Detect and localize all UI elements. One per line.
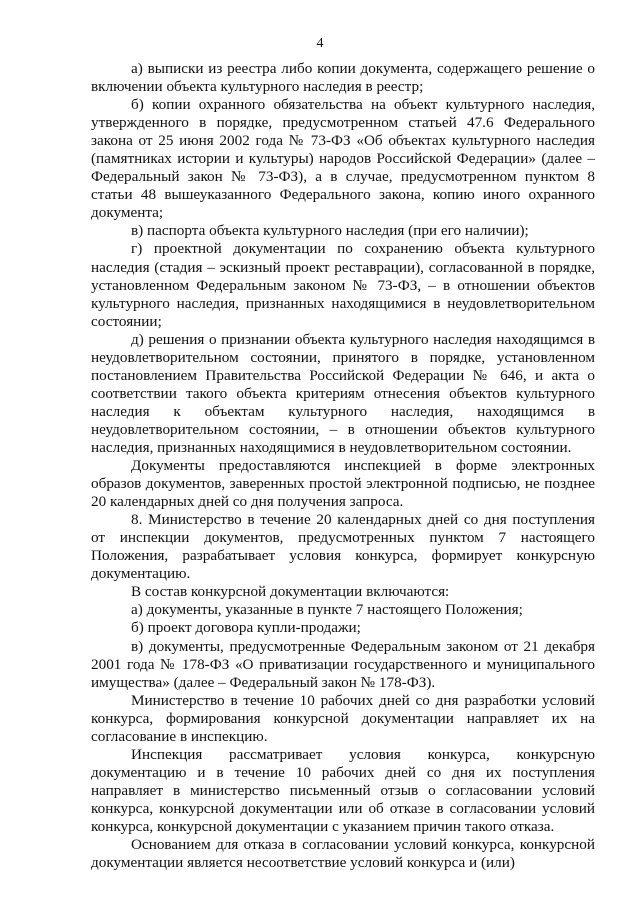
paragraph-protection-obligation: б) копии охранного обязательства на объект культурного наследия, утвержденного в порядке, предусмотренном статьей 47.6 Федерального закона от 25 июня 2002 года № 73-ФЗ «Об объектах культурного наследия (памятниках истории и культуры) народов Российской Федерации» (далее – Федеральный закон № 73-ФЗ), а в случае, предусмотренном пунктом 8 статьи 48 вышеуказанного Федерального закона, копию иного охранного документа;: [91, 96, 595, 222]
paragraph-item-8: 8. Министерство в течение 20 календарных дней со дня поступления от инспекции документов, предусмотренных пунктом 7 настоящего Положения, разрабатывает условия конкурса, формирует конкурсную документацию.: [91, 511, 595, 583]
paragraph-refusal-grounds: Основанием для отказа в согласовании условий конкурса, конкурсной документации является несоответствие условий конкурса и (или): [91, 836, 595, 872]
paragraph-law-178: в) документы, предусмотренные Федеральным законом от 21 декабря 2001 года № 178-ФЗ «О приватизации государственного и муниципального имущества» (далее – Федеральный закон № 178-ФЗ).: [91, 637, 595, 691]
paragraph-ministry-approval: Министерство в течение 10 рабочих дней со дня разработки условий конкурса, формирования конкурсной документации направляет их на согласование в инспекцию.: [91, 691, 595, 745]
paragraph-project-documentation: г) проектной документации по сохранению объекта культурного наследия (стадия – эскизный проект реставрации), согласованной в порядке, установленном Федеральным законом № 73-ФЗ, – в отношении объектов культурного наследия, признанных находящимися в неудовлетворительном состоянии;: [91, 240, 595, 330]
paragraph-electronic-documents: Документы предоставляются инспекцией в форме электронных образов документов, заверенных простой электронной подписью, не позднее 20 календарных дней со дня получения запроса.: [91, 457, 595, 511]
paragraph-extract-from-register: а) выписки из реестра либо копии документа, содержащего решение о включении объекта культурного наследия в реестр;: [91, 60, 595, 96]
paragraph-draft-contract: б) проект договора купли-продажи;: [131, 619, 361, 637]
page-number: 4: [316, 36, 324, 51]
paragraph-documents-item-7: а) документы, указанные в пункте 7 настоящего Положения;: [131, 601, 523, 619]
paragraph-documentation-composition: В состав конкурсной документации включаются:: [131, 583, 450, 601]
paragraph-inspection-review: Инспекция рассматривает условия конкурса, конкурсную документацию и в течение 10 рабочих дней со дня их поступления направляет в министерство письменный отзыв о согласовании условий конкурса, конкурсной документации или об отказе в согласовании условий конкурса, конкурсной документации с указанием причин такого отказа.: [91, 745, 595, 835]
document-body: [91, 60, 595, 872]
paragraph-unsatisfactory-state-decision: д) решения о признании объекта культурного наследия находящимся в неудовлетворительном состоянии, принятого в порядке, установленном постановлением Правительства Российской Федерации № 646, и акта о соответствии такого объекта критериям отнесения объектов культурного наследия к объектам культурного наследия, находящимся в неудовлетворительном состоянии, – в отношении объектов культурного наследия, признанных находящимися в неудовлетворительном состоянии.: [91, 330, 595, 456]
paragraph-heritage-passport: в) паспорта объекта культурного наследия (при его наличии);: [131, 222, 529, 240]
